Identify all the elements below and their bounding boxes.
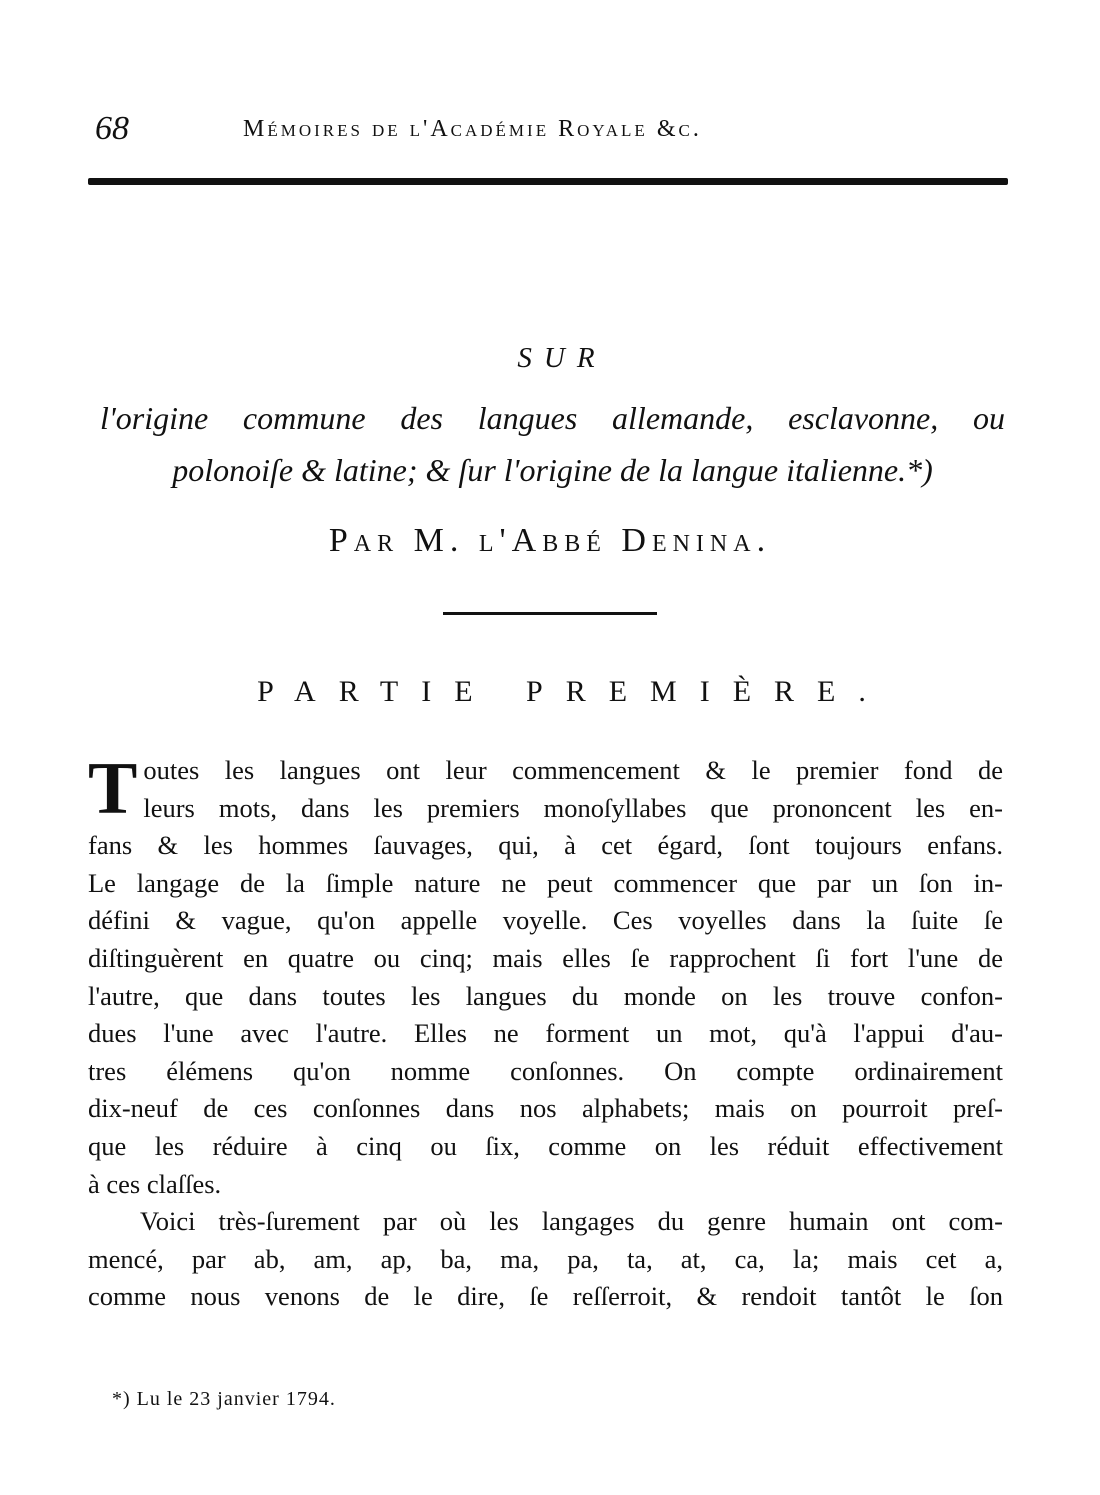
page-number: 68 — [95, 110, 129, 147]
article-subtitle — [100, 392, 1005, 496]
text-line: à ces claſſes. — [88, 1168, 222, 1199]
subtitle-line-2: polonoiſe & latine; & ſur l'origine de la langue italienne.*) — [172, 452, 933, 488]
paragraph-1 — [88, 748, 1003, 1203]
author-byline: Par M. l'Abbé Denina. — [328, 522, 772, 559]
text-line: comme nous venons de le dire, ſe reſſerroit, & rendoit tantôt le ſon — [88, 1281, 1003, 1312]
text-line: leurs mots, dans les premiers monoſyllabes que prononcent les en- — [143, 792, 1003, 823]
drop-cap: T — [88, 748, 138, 830]
text-line: dix-neuf de ces conſonnes dans nos alphabets; mais on pourroit preſ- — [88, 1093, 1003, 1124]
title-sur: SUR — [517, 342, 607, 374]
text-line: l'autre, que dans toutes les langues du monde on les trouve confon- — [88, 980, 1003, 1011]
text-line: défini & vague, qu'on appelle voyelle. Ces voyelles dans la ſuite ſe — [88, 905, 1003, 936]
title-divider-rule — [443, 612, 657, 615]
text-line: diſtinguèrent en quatre ou cinq; mais elles ſe rapprochent ſi fort l'une de — [88, 942, 1003, 973]
subtitle-line-1: l'origine commune des langues allemande, esclavonne, ou — [100, 400, 1005, 436]
header-rule — [88, 178, 1008, 185]
running-title: Mémoires de l'Académie Royale &c. — [243, 116, 702, 142]
body-text — [88, 748, 1003, 1316]
text-line: tres élémens qu'on nomme conſonnes. On compte ordinairement — [88, 1055, 1003, 1086]
footnote: *) Lu le 23 janvier 1794. — [112, 1388, 336, 1410]
text-line: Voici très-ſurement par où les langages du genre humain ont com- — [140, 1206, 1003, 1237]
paragraph-2 — [88, 1203, 1003, 1316]
text-line: outes les langues ont leur commencement & le premier fond de — [143, 755, 1003, 785]
text-line: mencé, par ab, am, ap, ba, ma, pa, ta, at, ca, la; mais cet a, — [88, 1243, 1003, 1274]
text-line: que les réduire à cinq ou ſix, comme on les réduit effectivement — [88, 1130, 1003, 1161]
text-line: dues l'une avec l'autre. Elles ne forment un mot, qu'à l'appui d'au- — [88, 1018, 1003, 1049]
text-line: Le langage de la ſimple nature ne peut commencer que par un ſon in- — [88, 867, 1003, 898]
text-line: fans & les hommes ſauvages, qui, à cet égard, ſont toujours enfans. — [88, 830, 1003, 861]
running-header — [95, 110, 1015, 150]
section-heading: PARTIE PREMIÈRE. — [257, 675, 889, 708]
